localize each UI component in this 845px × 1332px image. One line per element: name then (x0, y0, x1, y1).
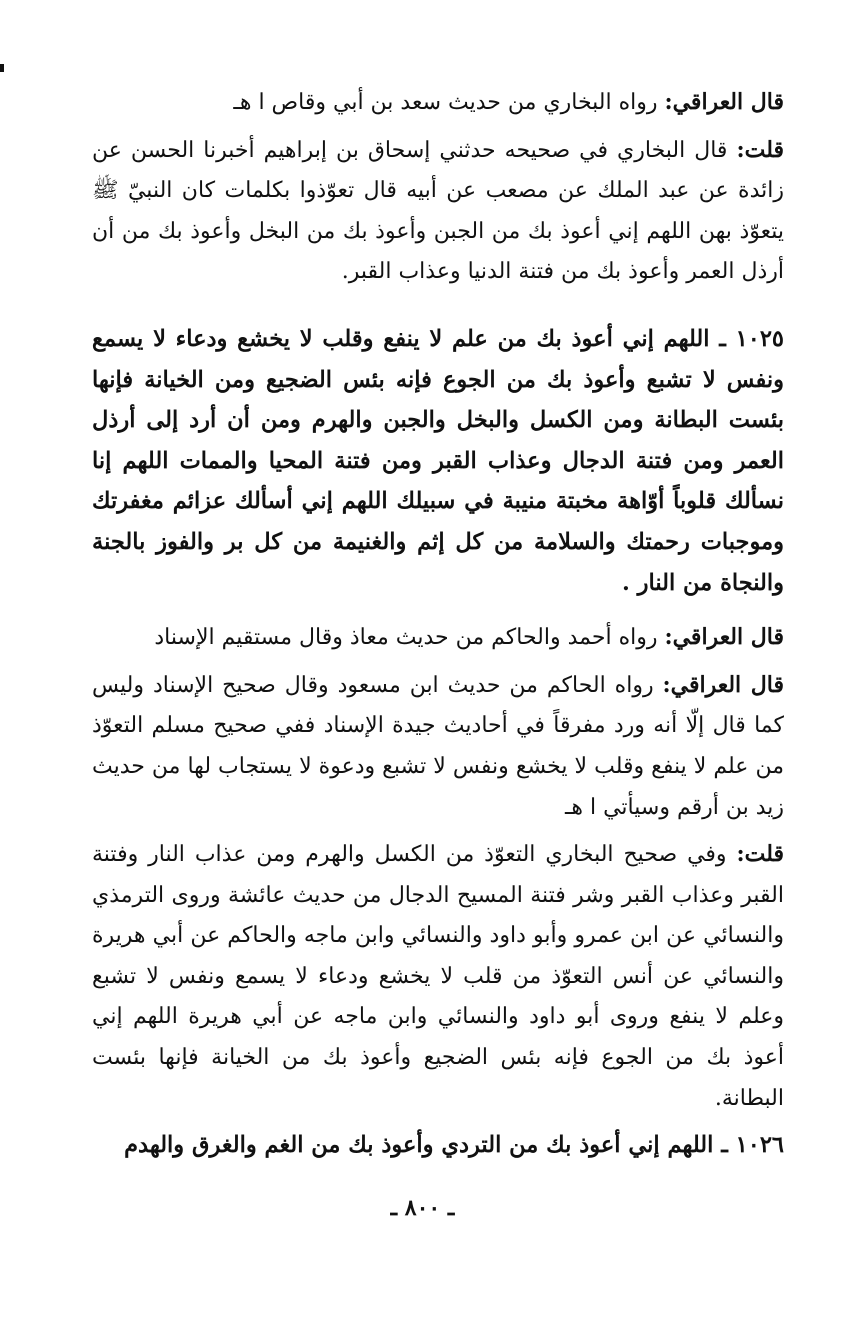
page-body (92, 82, 784, 1166)
hadith-1026 (92, 1125, 784, 1166)
scan-mark (0, 64, 4, 72)
paragraph-text: رواه الحاكم من حديث ابن مسعود وقال صحيح الإسناد وليس كما قال إلّا أنه ورد مفرقاً في أحاديث جيدة الإسناد ففي صحيح مسلم التعوّذ من علم لا ينفع وقلب لا يخشع ونفس لا تشبع ودعوة لا يستجاب لها من حديث زيد بن أرقم وسيأتي ا هـ (92, 672, 784, 820)
paragraph-iraqi-note-3 (92, 665, 784, 828)
paragraph-iraqi-note-1 (92, 82, 784, 124)
hadith-text: اللهم إني أعوذ بك من علم لا ينفع وقلب لا يخشع ودعاء لا يسمع ونفس لا تشبع وأعوذ بك من الجوع فإنه بئس الضجيع ومن الخيانة فإنها بئست البطانة ومن الكسل والبخل والجبن والهرم ومن أن أرد إلى أرذل العمر ومن فتنة الدجال وعذاب القبر ومن فتنة المحيا والممات اللهم إنا نسألك قلوباً أوّاهة مخبتة منيبة في سبيلك اللهم إني أسألك عزائم مغفرتك وموجبات رحمتك والسلامة من كل إثم والغنيمة من كل بر والفوز بالجنة والنجاة من النار . (92, 325, 784, 596)
hadith-1025 (92, 319, 784, 603)
paragraph-text: رواه أحمد والحاكم من حديث معاذ وقال مستقيم الإسناد (154, 625, 665, 651)
paragraph-qultu-2 (92, 834, 784, 1119)
paragraph-text: وفي صحيح البخاري التعوّذ من الكسل والهرم ومن عذاب النار وفتنة القبر وعذاب القبر وشر فتنة المسيح الدجال من حديث عائشة وروى الترمذي والنسائي عن ابن عمرو وأبو داود والنسائي وابن ماجه والحاكم عن أبي هريرة والنسائي عن أنس التعوّذ من قلب لا يخشع ودعاء لا يسمع ونفس لا تشبع وعلم لا ينفع وروى أبو داود والنسائي وابن ماجه عن أبي هريرة اللهم إني أعوذ بك من الجوع فإنه بئس الضجيع وأعوذ بك من الخيانة فإنها بئست البطانة. (92, 842, 784, 1111)
hadith-number: ١٠٢٦ ـ (721, 1132, 784, 1159)
paragraph-lead: قلت: (736, 841, 784, 868)
page-number: ـ ٨٠٠ ـ (390, 1195, 455, 1221)
hadith-text: اللهم إني أعوذ بك من التردي وأعوذ بك من الغم والغرق والهدم (124, 1132, 722, 1159)
paragraph-lead: قال العراقي: (664, 89, 784, 115)
paragraph-lead: قال العراقي: (664, 624, 784, 651)
paragraph-qultu-1 (92, 130, 784, 293)
paragraph-text: رواه البخاري من حديث سعد بن أبي وقاص ا هـ (233, 90, 665, 115)
hadith-number: ١٠٢٥ ـ (719, 325, 784, 352)
paragraph-iraqi-note-2 (92, 617, 784, 659)
paragraph-lead: قلت: (736, 136, 784, 163)
paragraph-text: قال البخاري في صحيحه حدثني إسحاق بن إبراهيم أخبرنا الحسن عن زائدة عن عبد الملك عن مصعب عن أبيه قال تعوّذوا بكلمات كان النبيّ ﷺ يتعوّذ بهن اللهم إني أعوذ بك من الجبن وأعوذ بك من البخل وأعوذ بك من أن أرذل العمر وأعوذ بك من فتنة الدنيا وعذاب القبر. (92, 137, 784, 285)
paragraph-lead: قال العراقي: (662, 671, 784, 698)
